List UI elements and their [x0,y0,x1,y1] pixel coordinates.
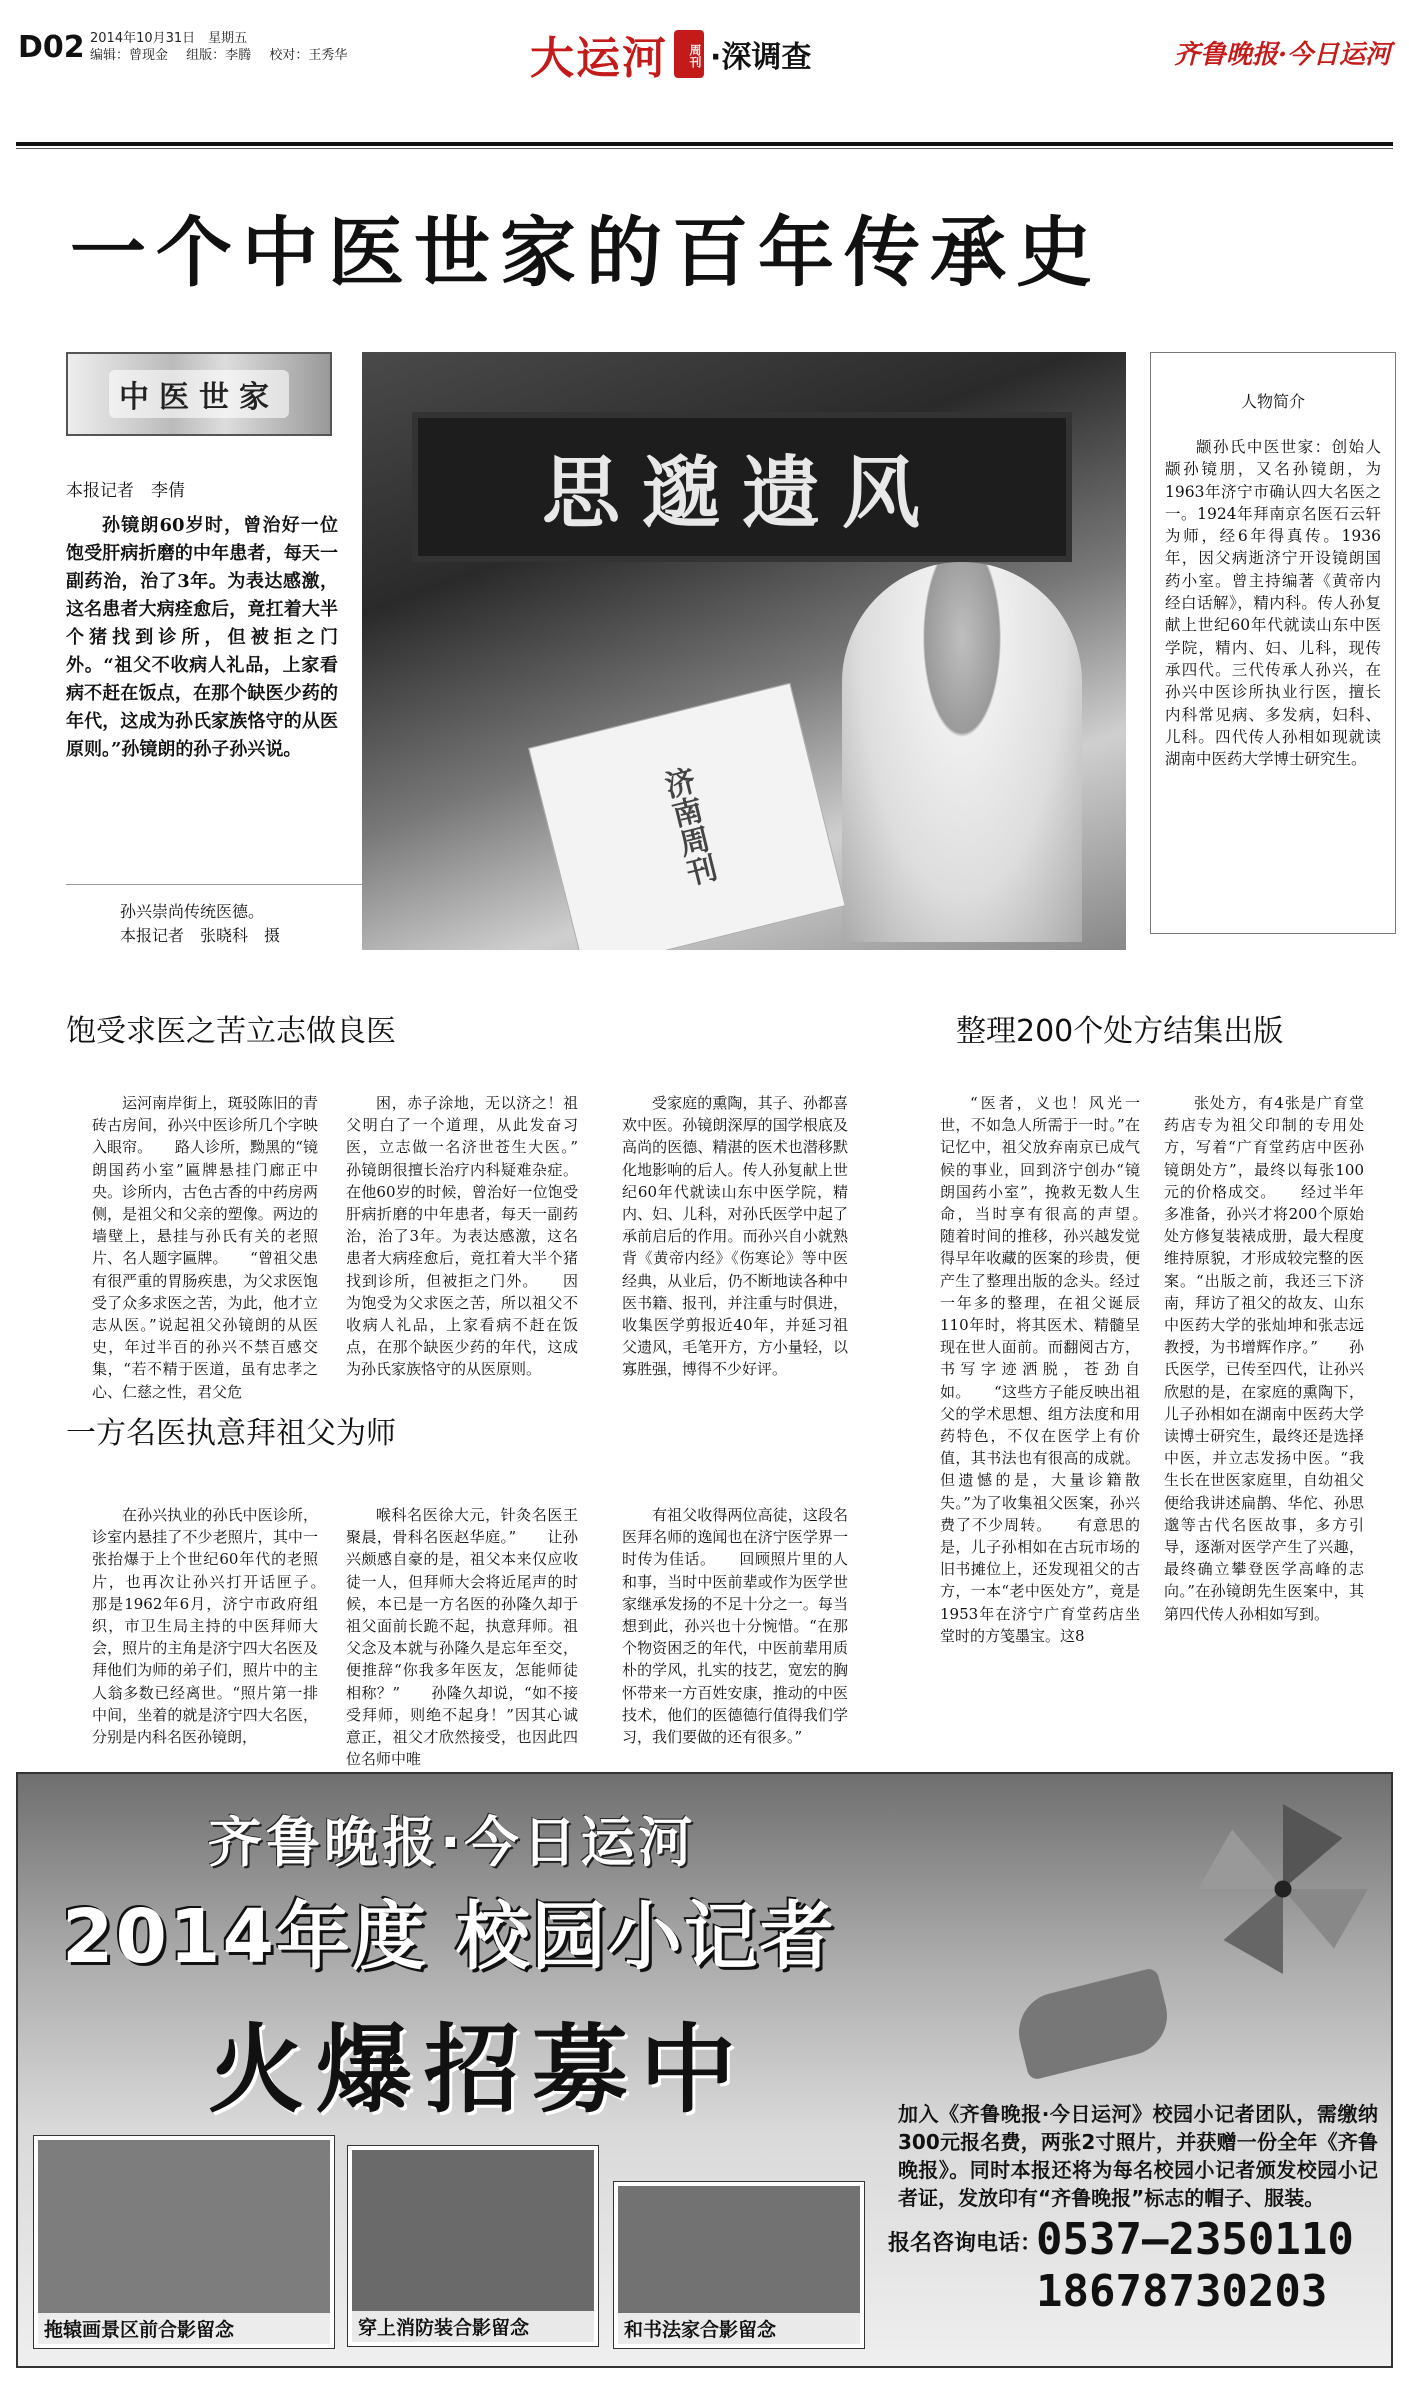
section-title-1: 饱受求医之苦立志做良医 [66,1014,396,1049]
page-headline: 一个中医世家的百年传承史 [70,208,1102,297]
bio-title: 人物简介 [1240,392,1305,411]
column-badge-text: 中医世家 [109,370,289,418]
ad-photo [348,2146,598,2346]
byline: 本报记者 李倩 [66,481,185,501]
photo-caption [120,900,350,948]
article-column [1164,1092,1364,1625]
paragraph: 张处方，有4张是广育堂药店专为祖父印制的专用处方，写着“广育堂药店中医孙镜朗处方”，最终以每张100元的价格成交。 经过半年多准备，孙兴才将200个原始处方修复装裱成册，最大程度维持原貌，才形成较完整的医案。“出版之前，我还三下济南，拜访了祖父的故友、山东中医药大学的张灿坤和张志远教授，为书增辉作序。” 孙氏医学，已传至四代，让孙兴欣慰的是，在家庭的熏陶下，儿子孙相如在湖南中医药大学读博士研究生，最终还是选择中医，并立志发扬中医。“我生长在世医家庭里，自幼祖父便给我讲述扁鹊、华佗、孙思邈等古代名医故事，多方引导，逐渐对医学产生了兴趣，最终确立攀登医学高峰的志向。”在孙镜朗先生医案中，其第四代传人孙相如写到。 [1164,1094,1364,1623]
plaque-text: 思邈遗风 [541,448,942,539]
page-number: D02 [18,30,85,65]
ad-slogan: 火爆招募中 [208,2014,748,2126]
main-photo [362,352,1126,950]
article-column [622,1504,848,1748]
article-column [346,1092,609,1381]
plaque [412,412,1072,562]
ad-info-text: 加入《齐鲁晚报·今日运河》校园小记者团队，需缴纳300元报名费，两张2寸照片，并获赠一份全年《齐鲁晚报》。同时本报还将为每名校园小记者颁发校园小记者证，发放印有“齐鲁晚报”标志的帽子、服装。 [898,2102,1378,2210]
section-title-2: 一方名医执意拜祖父为师 [66,1416,396,1451]
header-rule [16,142,1393,146]
doctor-figure [842,562,1082,942]
editor-credit: 编辑：曾现金 [90,48,169,63]
paragraph: 运河南岸街上，斑驳陈旧的青砖古房间，孙兴中医诊所几个字映入眼帘。 路人诊所，黝黑的“镜朗国药小室”匾牌悬挂门廊正中央。诊所内，古色古香的中药房两侧，是祖父和父亲的塑像。两边的墙壁上，悬挂与孙氏有关的老照片、名人题字匾牌。 “曾祖父患有很严重的胃肠疾患，为父求医饱受了众多求医之苦，为此，他才立志从医。”说起祖父孙镜朗的从医史，年过半百的孙兴不禁百感交集，“若不精于医道，虽有忠孝之心、仁慈之性，君父危 [92,1094,318,1401]
logo-seal: 周刊 [674,30,704,78]
ad-photo-caption: 穿上消防装合影留念 [352,2311,594,2342]
paragraph: 困，赤子涂地，无以济之！祖父明白了一个道理，从此发奋习医，立志做一名济世苍生大医。” 孙镜朗很擅长治疗内科疑难杂症。在他60岁的时候，曾治好一位饱受肝病折磨的中年患者，每天一副药治，治了3年。为表达感激，这名患者大病痊愈后，竟扛着大半个猪找到诊所，但被拒之门外。 因为饱受为父求医之苦，所以祖父不收病人礼品，上家看病不赶在饭点，在那个缺医少药的年代，这成为孙氏家族恪守的从医原则。 [346,1094,609,1379]
logo-section-text: ·深调查 [710,40,812,75]
column-badge [66,352,332,436]
designer-credit: 组版：李腾 [186,48,252,63]
ad-photo [614,2182,864,2348]
logo-main-text: 大运河 [530,33,668,84]
paragraph: 有祖父收得两位高徒，这段名医拜名师的逸闻也在济宁医学界一时传为佳话。 回顾照片里的人和事，当时中医前辈或作为医学世家继承发扬的不足十分之一。每当想到此，孙兴也十分惋惜。“在那个物资困乏的年代，中医前辈用质朴的学风，扎实的技艺，宽宏的胸怀带来一方百姓安康，推动的中医技术，他们的医德德行值得我们学习，我们要做的还有很多。” [622,1506,848,1747]
ad-title-line: 2014年度 校园小记者 [62,1894,836,1980]
article-column [92,1092,318,1403]
book [528,683,846,950]
pinwheel-icon [1198,1804,1368,1974]
ad-photo-caption: 和书法家合影留念 [618,2313,860,2344]
ad-brand-line: 齐鲁晚报·今日运河 [208,1811,697,1874]
issue-date: 2014年10月31日 星期五 [90,31,248,46]
book-cover-text: 济南周刊 [655,764,719,890]
article-column [346,1504,578,1770]
photo-credit: 本报记者 张晓科 摄 [120,926,281,945]
paragraph: 喉科名医徐大元，针灸名医王聚晨，骨科名医赵华庭。” 让孙兴颇感自豪的是，祖父本来仅应收徒一人，但拜师大会将近尾声的时候，本已是一方名医的孙隆久却于祖父面前长跪不起，执意拜师。祖父念及本就与孙隆久是忘年至交，便推辞“你我多年医友，怎能师徒相称？” 孙隆久却说，“如不接受拜师，则绝不起身！”因其心诚意正，祖父才欣然接受，也因此四位名师中唯 [346,1506,578,1769]
ad-photo-caption: 拖辕画景区前合影留念 [38,2313,330,2344]
ad-phone-1: 0537—2350110 [1036,2214,1354,2265]
caption-rule [66,884,362,885]
caption-line: 孙兴崇尚传统医德。 [120,902,265,921]
bio-box [1150,352,1396,934]
article-column [940,1092,1171,1647]
ad-phone-label: 报名咨询电话： [888,2231,1043,2256]
bio-body: 颛孙氏中医世家：创始人颛孙镜朋，又名孙镜朗，为1963年济宁市确认四大名医之一。1924年拜南京名医石云轩为师，经6年得真传。1936年，因父病逝济宁开设镜朗国药小室。曾主持编著《黄帝内经白话解》，精内科。传人孙复献上世纪60年代就读山东中医学院，精内、妇、儿科，现传承四代。三代传承人孙兴，在孙兴中医诊所执业行医，擅长内科常见病、多发病，妇科、儿科。四代传人孙相如现就读湖南中医药大学博士研究生。 [1165,438,1381,769]
ad-photo [34,2136,334,2348]
page-meta [90,30,361,64]
lead-paragraph: 孙镜朗60岁时，曾治好一位饱受肝病折磨的中年患者，每天一副药治，治了3年。为表达感激，这名患者大病痊愈后，竟扛着大半个猪找到诊所，但被拒之门外。“祖父不收病人礼品，上家看病不赶在饭点，在那个缺医少药的年代，这成为孙氏家族恪守的从医原则。”孙镜朗的孙子孙兴说。 [66,515,338,760]
proofreader-credit: 校对：王秀华 [269,48,348,63]
article-column [622,1092,848,1381]
recruitment-ad [16,1772,1393,2368]
flying-kid-figure [1011,1967,1176,2081]
header-rule-thin [16,148,1393,149]
ad-phone-numbers [1036,2214,1354,2318]
paragraph: 受家庭的熏陶，其子、孙都喜欢中医。孙镜朗深厚的国学根底及高尚的医德、精湛的医术也潜移默化地影响的后人。传人孙复献上世纪60年代就读山东中医学院，精内、妇、儿科，对孙氏医学中起了承前启后的作用。而孙兴自小就熟背《黄帝内经》《伤寒论》等中医经典，从业后，仍不断地读各种中医书籍、报刊，并注重与时俱进，收集医学剪报近40年，并延习祖父遗风，毛笔开方，方小量轻，以寡胜强，博得不少好评。 [622,1094,848,1379]
article-column [92,1504,349,1748]
paragraph: 在孙兴执业的孙氏中医诊所，诊室内悬挂了不少老照片，其中一张抬爆于上个世纪60年代的老照片，也再次让孙兴打开话匣子。 那是1962年6月，济宁市政府组织，市卫生局主持的中医拜师大会，照片的主角是济宁四大名医及拜他们为师的弟子们，照片中的主人翁多数已经离世。“照片第一排中间，坐着的就是济宁四大名医，分别是内科名医孙镜朗， [92,1506,349,1747]
newspaper-brand: 齐鲁晚报·今日运河 [1173,40,1391,70]
ad-phone-2: 18678730203 [1036,2266,1328,2317]
section-logo [530,24,811,84]
section-title-3: 整理200个处方结集出版 [956,1014,1284,1049]
paragraph: “医者，义也！风光一世，不如急人所需于一时。”在记忆中，祖父放弃南京已成气候的事业，回到济宁创办“镜朗国药小室”，挽救无数人生命，当时享有很高的声望。 随着时间的推移，孙兴越发觉得早年收藏的医案的珍贵，便产生了整理出版的念头。经过一年多的整理，在祖父诞辰110年时，将其医术、精髓呈现在世人面前。而翻阅古方，书写字迹洒脱，苍劲自如。 “这些方子能反映出祖父的学术思想、组方法度和用药特色，不仅在医学上有价值，其书法也有很高的成就。但遗憾的是，大量诊籍散失。”为了收集祖父医案，孙兴费了不少周转。 有意思的是，儿子孙相如在古玩市场的旧书摊位上，还发现祖父的古方，一本“老中医处方”，竟是1953年在济宁广育堂药店坐堂时的方笺墨宝。这8 [940,1094,1171,1645]
